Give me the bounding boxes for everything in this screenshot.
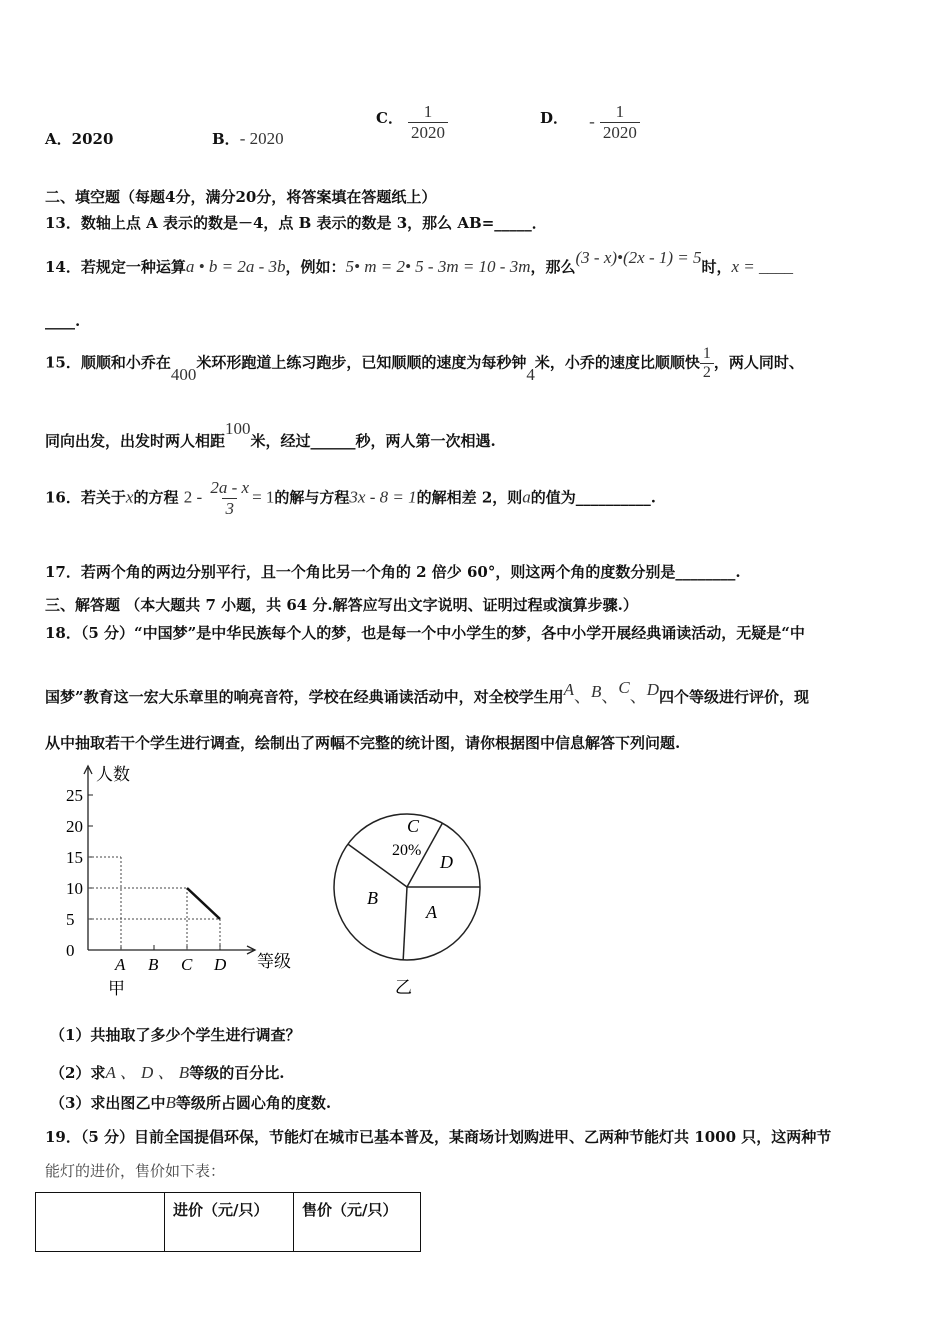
y-tick-label: 10: [66, 879, 83, 898]
chart-jia-xlabel: 等级: [257, 952, 291, 971]
question-15-line1: 15．顺顺和小乔在400米环形跑道上练习跑步，已知顺顺的速度为每秒钟4米，小乔的速度比顺顺快 $\frac{1}{2}$ ，两人同时、: [45, 345, 804, 384]
question-18-line1: 18．（5 分）“中国梦”是中华民族每个人的梦，也是每一个中小学生的梦，各中小学开展经典诵读活动，无疑是“中: [45, 624, 805, 642]
q16-fraction: $\frac{2a - x}{3}$: [210, 478, 250, 518]
x-tick-label: C: [181, 955, 193, 974]
chart-jia-caption: 甲: [108, 979, 125, 998]
pie-label-a: A: [426, 902, 437, 922]
option-c: C． $\frac{1}{2020}$: [376, 102, 448, 143]
chart-yi: [320, 800, 500, 1000]
question-19-line1: 19．（5 分）目前全国提倡环保，节能灯在城市已基本普及，某商场计划购进甲、乙两种节能灯共 1000 只，这两种节: [45, 1128, 832, 1146]
chart-jia-ylabel: 人数: [96, 765, 130, 784]
chart-yi-caption: 乙: [395, 978, 412, 997]
question-13: 13．数轴上点 A 表示的数是－4，点 B 表示的数是 3，那么 AB=_____．: [45, 214, 547, 232]
table-header-cell: [36, 1193, 165, 1252]
price-table: [35, 1192, 421, 1252]
chart-yi-plot: [334, 814, 480, 960]
question-15-line2: 同向出发，出发时两人相距100米，经过______秒，两人第一次相遇.: [45, 419, 496, 450]
pie-percent-c: 20%: [392, 842, 422, 859]
pie-label-d: D: [440, 852, 453, 872]
q15-fraction: $\frac{1}{2}$: [700, 345, 714, 382]
pie-label-b: B: [367, 888, 378, 908]
chart-jia-plot: [66, 766, 255, 974]
question-18-sub3: （3）求出图乙中B等级所占圆心角的度数.: [50, 1093, 332, 1112]
question-18-sub2: （2）求A 、 D 、 B等级的百分比.: [50, 1063, 285, 1082]
table-row: [36, 1193, 421, 1252]
y-tick-label: 0: [66, 941, 75, 960]
option-d: D． - $\frac{1}{2020}$: [540, 102, 640, 143]
question-18-line2: 国梦”教育这一宏大乐章里的响亮音符，学校在经典诵读活动中，对全校学生用A、B、C、D四个等级进行评价，现: [45, 678, 810, 706]
chart-jia: [40, 760, 291, 1000]
pie-label-c: C: [407, 816, 420, 836]
option-d-fraction: $\frac{1}{2020}$: [600, 102, 640, 143]
table-header-cell: 进价（元/只）: [165, 1193, 294, 1252]
y-tick-label: 25: [66, 786, 83, 805]
y-tick-label: 20: [66, 817, 83, 836]
question-14-continuation: ____.: [45, 312, 81, 330]
pie-slice-boundary: [403, 887, 407, 960]
data-line-c-d: [187, 888, 220, 919]
question-14: 14．若规定一种运算a • b = 2a - 3b，例如：5• m = 2• 5 - 3m = 10 - 3m，那么(3 - x)•(2x - 1) = 5时，x = ____: [45, 248, 794, 276]
section2-header: 二、填空题（每题4分，满分20分，将答案填在答题纸上）: [45, 188, 437, 206]
table-header-cell: 售价（元/只）: [294, 1193, 421, 1252]
x-tick-label: D: [214, 955, 227, 974]
question-16: 16．若关于x的方程 2 - $\frac{2a - x}{3}$ = 1的解与方程3x - 8 = 1的解相差 2，则a的值为__________.: [45, 478, 657, 518]
option-c-fraction: $\frac{1}{2020}$: [408, 102, 448, 143]
question-19-line2: 能灯的进价，售价如下表：: [45, 1162, 226, 1180]
option-b: B．- 2020: [212, 129, 284, 148]
option-a: A．2020: [45, 130, 114, 148]
question-17: 17．若两个角的两边分别平行，且一个角比另一个角的 2 倍少 60°，则这两个角的度数分别是________.: [45, 563, 741, 581]
y-tick-label: 5: [66, 910, 75, 929]
x-tick-label: A: [115, 955, 126, 974]
y-tick-label: 15: [66, 848, 83, 867]
question-18-sub1: （1）共抽取了多少个学生进行调查？: [50, 1026, 301, 1044]
x-tick-label: B: [148, 955, 159, 974]
question-18-line3: 从中抽取若干个学生进行调查，绘制出了两幅不完整的统计图，请你根据图中信息解答下列问题.: [45, 734, 681, 752]
section3-header: 三、解答题 （本大题共 7 小题，共 64 分.解答应写出文字说明、证明过程或演算步骤.）: [45, 596, 638, 614]
